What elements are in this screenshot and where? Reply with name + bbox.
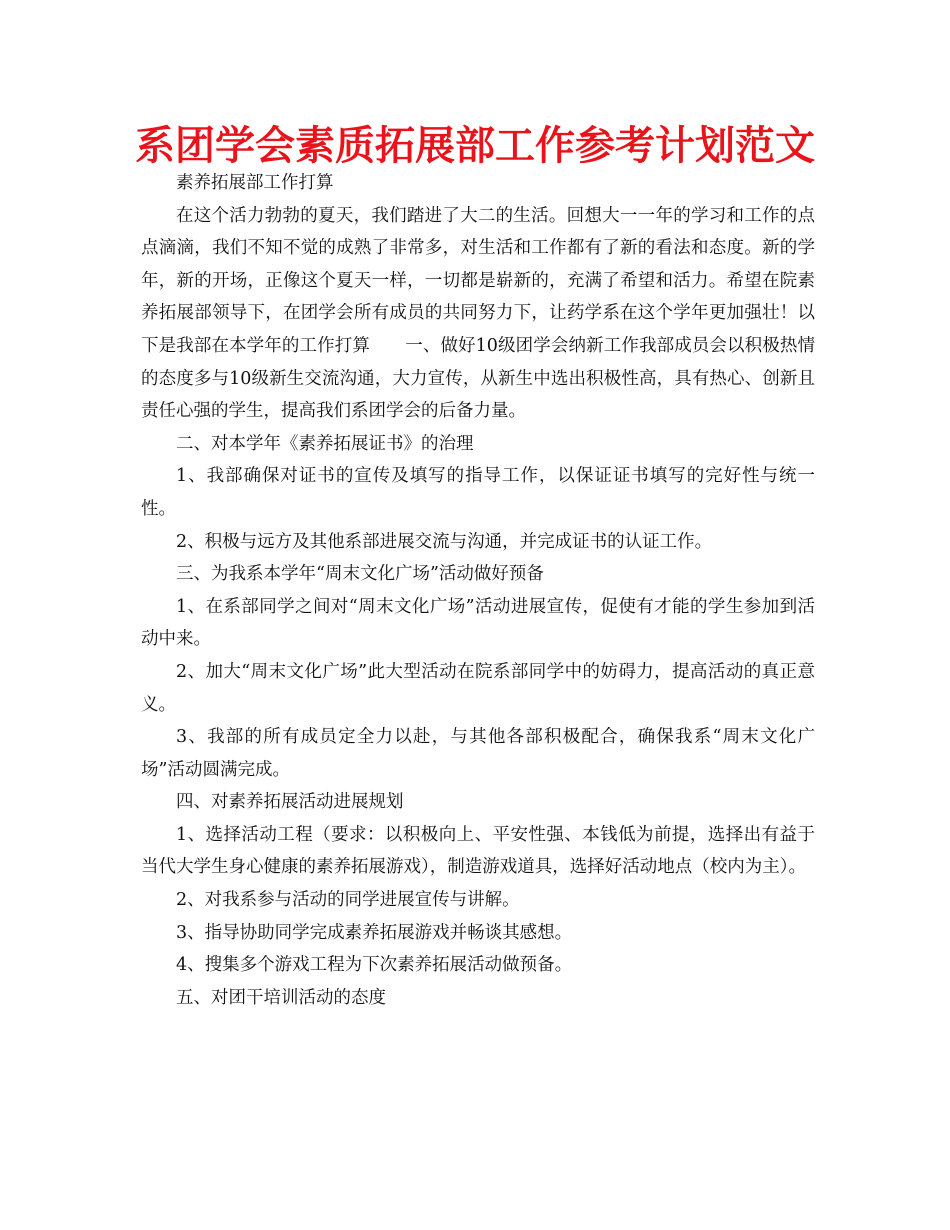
- section-heading-4: 四、对素养拓展活动进展规划: [176, 792, 404, 813]
- paragraph-item: 2、积极与远方及其他系部进展交流与沟通，并完成证书的认证工作。: [176, 531, 713, 552]
- section-heading-2: 二、对本学年《素养拓展证书》的治理: [176, 433, 474, 454]
- paragraph-item: 1、我部确保对证书的宣传及填写的指导工作，以保证证书填写的完好性与统一性。: [141, 466, 815, 519]
- paragraph-item: 1、选择活动工程（要求：以积极向上、平安性强、本钱低为前提，选择出有益于当代大学生身心健康的素养拓展游戏），制造游戏道具，选择好活动地点（校内为主）。: [141, 824, 815, 878]
- paragraph-item: 1、在系部同学之间对“周末文化广场”活动进展宣传，促使有才能的学生参加到活动中来。: [141, 596, 815, 650]
- document-title: 系团学会素质拓展部工作参考计划范文: [135, 122, 815, 169]
- paragraph-item: 2、对我系参与活动的同学进展宣传与讲解。: [176, 890, 520, 911]
- paragraph-item: 4、搜集多个游戏工程为下次素养拓展活动做预备。: [176, 955, 573, 976]
- paragraph-item: 3、我部的所有成员定全力以赴，与其他各部积极配合，确保我系“周末文化广场”活动圆满完成。: [141, 727, 815, 780]
- paragraph-intro: 在这个活力勃勃的夏天，我们踏进了大二的生活。回想大一一年的学习和工作的点点滴滴，我们不知不觉的成熟了非常多，对生活和工作都有了新的看法和态度。新的学年，新的开场，正像这个夏天一样，一切都是崭新的，充满了希望和活力。希望在院素养拓展部领导下，在团学会所有成员的共同努力下，让药学系在这个学年更加强壮！以下是我部在本学年的工作打算 一、做好10级团学会纳新工作我部成员会以积极热情的态度多与10级新生交流沟通，大力宣传，从新生中选出积极性高，具有热心、创新且责任心强的学生，提高我们系团学会的后备力量。: [141, 205, 815, 422]
- document-body: [141, 167, 815, 1014]
- section-heading-5: 五、对团干培训活动的态度: [176, 987, 386, 1008]
- section-heading-3: 三、为我系本学年“周末文化广场”活动做好预备: [176, 564, 544, 585]
- paragraph-item: 3、指导协助同学完成素养拓展游戏并畅谈其感想。: [176, 922, 573, 943]
- paragraph-subtitle: 素养拓展部工作打算: [176, 173, 334, 193]
- paragraph-item: 2、加大“周末文化广场”此大型活动在院系部同学中的妨碍力，提高活动的真正意义。: [141, 661, 815, 715]
